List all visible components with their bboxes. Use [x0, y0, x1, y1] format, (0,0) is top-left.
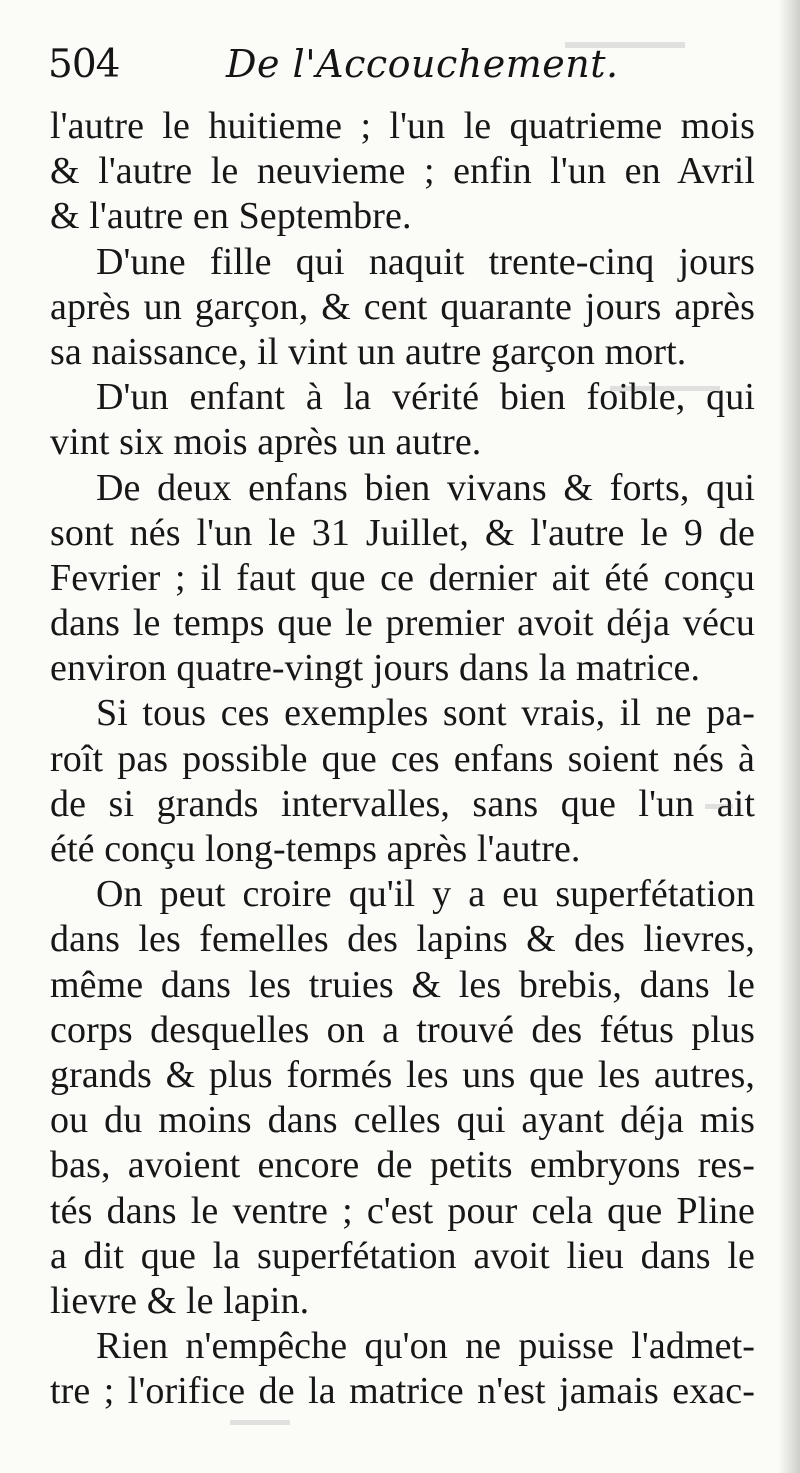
text-line: Fevrier ; il faut que ce dernier ait été conçu: [50, 556, 755, 599]
text-line: roît pas possible que ces enfans soient nés à: [50, 737, 755, 780]
text-line: été conçu long-temps après l'autre.: [50, 828, 581, 870]
text-line: D'un enfant à la vérité bien foible, qui: [96, 376, 755, 419]
text-line: dans le temps que le premier avoit déja vécu: [50, 602, 755, 645]
text-line: De deux enfans bien vivans & forts, qui: [96, 466, 755, 509]
text-line: ou du moins dans celles qui ayant déja mis: [50, 1099, 755, 1142]
text-line: vint six mois après un autre.: [50, 421, 482, 464]
text-line: On peut croire qu'il y a eu superfétation: [96, 873, 755, 916]
text-line: corps desquelles on a trouvé des fétus plus: [50, 1008, 755, 1051]
show-through-mark: [610, 386, 720, 391]
text-line: après un garçon, & cent quarante jours après: [50, 285, 755, 328]
text-line: l'autre le huitieme ; l'un le quatrieme mois: [50, 105, 755, 147]
show-through-mark: [230, 1420, 290, 1425]
text-line: dans les femelles des lapins & des lievres,: [50, 918, 755, 961]
text-line: même dans les truies & les brebis, dans le: [50, 963, 755, 1006]
text-line: lievre & le lapin.: [50, 1279, 310, 1322]
text-line: Si tous ces exemples sont vrais, il ne pa-: [96, 692, 755, 735]
page-text: [50, 104, 755, 1414]
text-line: D'une fille qui naquit trente-cinq jours: [96, 240, 755, 283]
text-line: tés dans le ventre ; c'est pour cela que Pline: [50, 1189, 755, 1232]
text-line: & l'autre en Septembre.: [50, 195, 412, 238]
text-line: & l'autre le neuvieme ; enfin l'un en Avril: [50, 150, 755, 193]
text-line: bas, avoient encore de petits embryons res-: [50, 1144, 755, 1187]
page-number: 504: [48, 42, 120, 87]
text-line: environ quatre-vingt jours dans la matrice.: [50, 647, 701, 690]
text-line: sa naissance, il vint un autre garçon mort.: [50, 330, 687, 373]
text-line: a dit que la superfétation avoit lieu dans le: [50, 1234, 755, 1277]
show-through-mark: [565, 42, 685, 48]
show-through-mark: [705, 804, 733, 809]
text-line: grands & plus formés les uns que les autres,: [50, 1053, 755, 1096]
text-line: de si grands intervalles, sans que l'un ait: [50, 782, 755, 825]
text-line: sont nés l'un le 31 Juillet, & l'autre le 9 de: [50, 511, 755, 554]
running-title: De l'Accouchement.: [226, 42, 619, 86]
text-line: tre ; l'orifice de la matrice n'est jamais exac-: [50, 1370, 755, 1413]
text-line: Rien n'empêche qu'on ne puisse l'admet-: [96, 1325, 755, 1368]
